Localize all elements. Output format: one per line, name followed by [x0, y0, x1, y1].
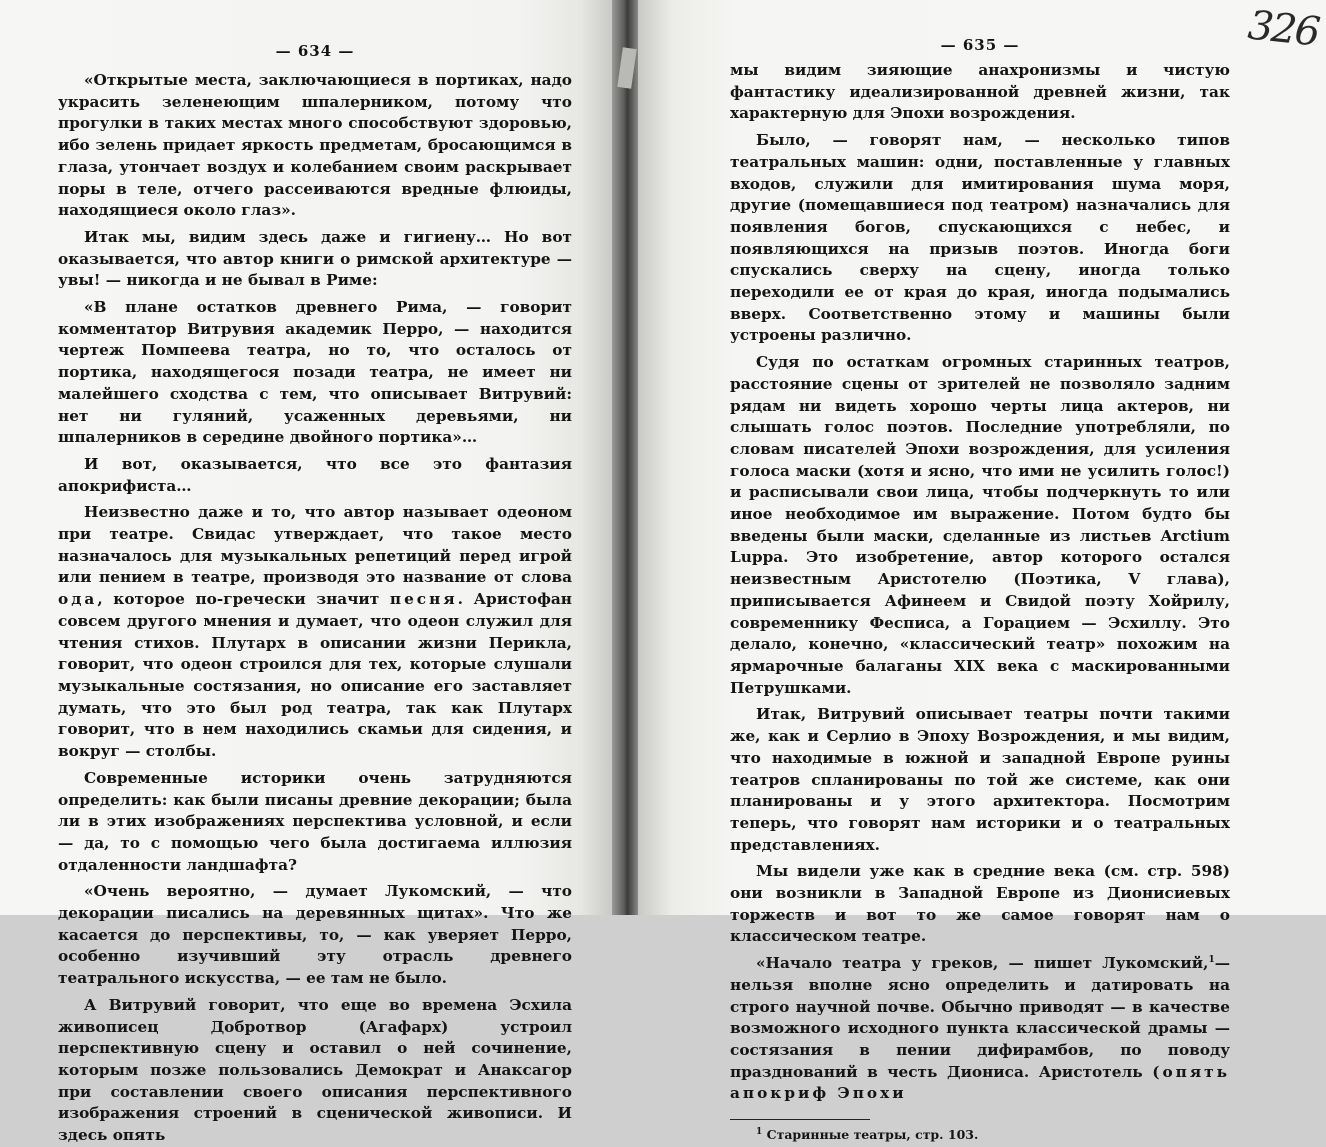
spaced-phrase: (опять апокриф Эпохи: [730, 1062, 1231, 1103]
paragraph: мы видим зияющие анахронизмы и чистую фантастику идеализированной древней жизни, так характерную для Эпохи возрождения.: [730, 61, 1230, 123]
footnote-marker: 1: [1208, 955, 1215, 966]
paragraph: Современные историки очень затрудняются определить: как были писаны древние декорации; была ли в этих изображениях перспектива условной, и если — да, то с помощью чего была достигаема иллюзия отдаленности ландшафта?: [58, 768, 572, 874]
right-page-text: [730, 60, 1230, 1105]
spaced-word: песня: [389, 590, 458, 609]
footnote-divider: [730, 1119, 870, 1120]
right-page-number: — 635 —: [940, 36, 1020, 54]
paragraph: Итак, Витрувий описывает театры почти такими же, как и Серлио в Эпоху Возрождения, и мы видим, что находимые в южной и западной Европе руины театров спланированы по той же системе, как они планированы и у этого архитектора. Посмотрим теперь, что говорят нам историки и о театральных представлениях.: [730, 705, 1230, 854]
right-page: [638, 0, 1326, 1143]
footnote-text: Старинные театры, стр. 103.: [766, 1127, 979, 1143]
text-run: , которое по-гречески значит: [97, 590, 380, 609]
paragraph: Судя по остаткам огромных старинных театров, расстояние сцены от зрителей не позволяло задним рядам ни видеть хорошо черты лица актеров, ни слышать голос поэтов. Последние употребляли, по словам писателей Эпохи возрождения, для усиления голоса маски (хотя и ясно, что ими не усилить голос!) и расписывали свои лица, чтобы подчеркнуть то или иное необходимое им выражение. Потом будто бы введены были маски, сделанные из листьев Arctium Luppa. Это изобретение, автор которого остался неизвестным Аристотелю (Поэтика, V глава), приписывается Афинеем и Свидой поэту Хойрилу, современнику Фесписа, а Горацием — Эсхиллу. Это делало, конечно, «классический театр» похожим на ярмарочные балаганы XIX века с маскированными Петрушками.: [730, 353, 1230, 697]
text-run: Неизвестно даже и то, что автор называет одеоном при театре. Свидас утверждает, что такое место назначалось для музыкальных репетиций перед игрой или пением в театре, производя это название от слова: [58, 503, 572, 587]
text-run: — нельзя вполне ясно определить и датировать на строго научной почве. Обычно приводят — в качестве возможного исходного пункта классической драмы — состязания в пении дифирамбов, по поводу празднований в честь Диониса. Аристотель: [730, 954, 1230, 1081]
paragraph: Мы видели уже как в средние века (см. стр. 598) они возникли в Западной Европе из Дионисиевых торжеств и вот то же самое говорят нам о классическом театре.: [730, 862, 1230, 946]
paragraph: А Витрувий говорит, что еще во времена Эсхила живописец Добротвор (Агафарх) устроил перспективную сцену и оставил о ней сочинение, которым позже пользовались Демократ и Анаксагор при составлении своего описания перспективного изображения строений в сценической живописи. И здесь опять: [58, 995, 572, 1145]
paragraph: «Открытые места, заключающиеся в портиках, надо украсить зеленеющим шпалерником, потому что прогулки в таких местах много способствуют здоровью, ибо зелень придает яркость предметам, бросающимся в глаза, утончает воздух и колебанием своим раскрывает поры в теле, отчего рассеиваются вредные флюиды, находящиеся около глаз».: [58, 71, 572, 220]
text-run: «Начало театра у греков, — пишет Лукомский,: [756, 954, 1209, 973]
footnote: [730, 1126, 1230, 1144]
book-gutter: [612, 0, 638, 915]
paragraph: [730, 953, 1230, 1105]
paragraph: Было, — говорят нам, — несколько типов театральных машин: одни, поставленные у главных входов, служили для имитирования шума моря, другие (помещавшиеся под театром) назначались для появления богов, спускающихся с небес, и появляющихся на призыв поэтов. Иногда боги спускались сверху на сцену, иногда только переходили ее от края до края, иногда подымались вверх. Соответственно этому и машины были устроены различно.: [730, 131, 1230, 345]
paragraph: Итак мы, видим здесь даже и гигиену… Но вот оказывается, что автор книги о римской архитектуре — увы! — никогда и не бывал в Риме:: [58, 227, 572, 290]
paragraph: [58, 502, 572, 762]
paragraph: «Очень вероятно, — думает Лукомский, — что декорации писались на деревянных щитах». Что же касается до перспективы, то, — как уверяет Перро, особенно изучивший эту отрасль древнего театрального искусства, — ее там не было.: [58, 882, 572, 988]
paragraph: «В плане остатков древнего Рима, — говорит комментатор Витрувия академик Перро, — находится чертеж Помпеева театра, но то, что осталось от портика, находящегося позади театра, не имеет ни малейшего сходства с тем, что описывает Витрувий: нет ни гуляний, усаженных деревьями, ни шпалерников в середине двойного портика»…: [58, 298, 572, 447]
left-page: [0, 0, 612, 1145]
handwritten-page-mark: 326: [1245, 2, 1321, 56]
left-page-number: — 634 —: [275, 42, 355, 60]
left-page-text: [58, 70, 572, 1147]
footnote-number: 1: [756, 1126, 763, 1137]
paragraph: И вот, оказывается, что все это фантазия апокрифиста…: [58, 454, 572, 495]
spaced-word: ода: [58, 590, 98, 609]
text-run: . Аристофан совсем другого мнения и думает, что одеон служил для чтения стихов. Плутарх в описании жизни Перикла, говорит, что одеон строился для тех, которые слушали музыкальные состязания, но описание его заставляет думать, что это был род театра, так как Плутарх говорит, что в нем находились скамьи для сидения, и вокруг — столбы.: [58, 590, 572, 761]
